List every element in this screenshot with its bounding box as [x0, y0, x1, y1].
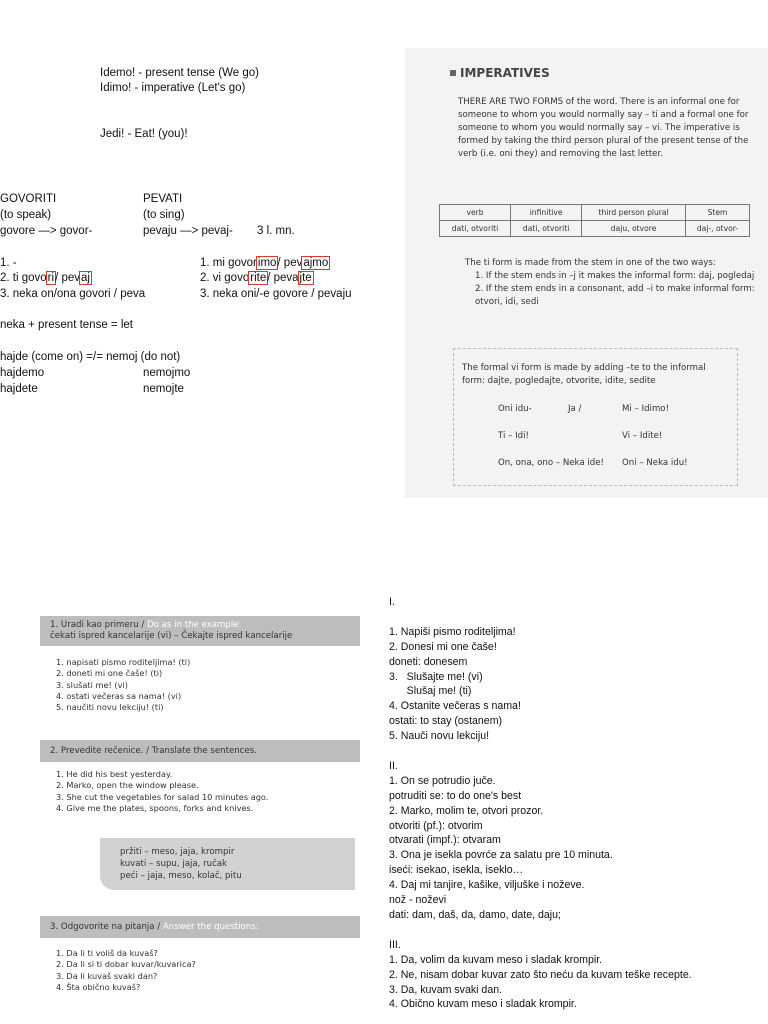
answer-line: 4. Ostanite večeras s nama!: [389, 700, 521, 713]
table-row: [440, 221, 750, 237]
answer-line: 3. Ona je isekla povrće za salatu pre 10 minuta.: [389, 849, 613, 862]
answer-line: dati: dam, daš, da, damo, date, daju;: [389, 909, 561, 921]
table-header: verb: [440, 205, 511, 221]
answer-line: 4. Daj mi tanjire, kašike, viljuške i noževe.: [389, 879, 585, 892]
table-cell: dati, otvoriti: [511, 221, 582, 237]
list-item: 1. He did his best yesterday.: [56, 769, 173, 779]
example-ti-idi: Ti – Idi!: [498, 431, 529, 441]
answer-line: iseći: isekao, isekla, iseklo…: [389, 864, 524, 877]
answers-list: [389, 595, 692, 1012]
list-item: 3. She cut the vegetables for salad 10 minutes ago.: [56, 791, 269, 802]
answer-line: 1. Napiši pismo roditeljima!: [389, 625, 516, 638]
table-cell: dati, otvoriti: [440, 221, 511, 237]
answer-line: nož - noževi: [389, 894, 447, 907]
hajdete: hajdete: [0, 383, 38, 395]
answer-line: otvarati (impf.): otvaram: [389, 834, 501, 847]
verb2-stem: pevaju —> pevaj-: [143, 225, 233, 237]
note-idemo: Idemo! - present tense (We go): [100, 67, 259, 79]
book-page-panel: [405, 48, 768, 498]
verb1-translation: (to speak): [0, 209, 52, 221]
nemojte: nemojte: [143, 383, 184, 395]
section-2-header: 2. Prevedite rečenice. / Translate the sentences.: [40, 740, 360, 762]
list-item: 1. napisati pismo roditeljima! (ti): [56, 657, 191, 667]
vocab-item: pržiti – meso, jaja, krompir: [120, 847, 235, 857]
verb1-head: GOVORITI: [0, 193, 57, 205]
square-bullet-icon: [450, 70, 456, 76]
hajde-line: hajde (come on) =/= nemoj (do not): [0, 351, 181, 363]
list-item: 4. Šta obično kuvaš?: [56, 981, 141, 992]
table-header: infinitive: [511, 205, 582, 221]
hajdemo: hajdemo: [0, 367, 45, 379]
rule-1: 1. If the stem ends in –j it makes the informal form: daj, pogledaj: [475, 271, 755, 281]
answer-line: II.: [389, 759, 398, 772]
note-jedi: Jedi! - Eat! (you)!: [100, 128, 188, 140]
imperatives-heading: IMPERATIVES: [450, 67, 550, 80]
conj-right-2: 2. vi govorite/ pevajte: [200, 272, 312, 284]
table-header-row: [440, 205, 750, 221]
formal-text: The formal vi form is made by adding –te to the informal form: dajte, pogledajte, otvorite, idite, sedite: [462, 363, 706, 386]
answer-line: 2. Donesi mi one čaše!: [389, 640, 497, 653]
conj-left-3: 3. neka on/ona govori / peva: [0, 288, 146, 300]
answer-spacer: [389, 610, 692, 625]
list-item: 4. Give me the plates, spoons, forks and knives.: [56, 802, 254, 813]
ti-form-rules: [465, 257, 755, 309]
example-on-ona-ono: On, ona, ono – Neka ide!: [498, 458, 604, 468]
list-item: 2. doneti mi one čaše! (ti): [56, 668, 163, 679]
answer-line: 2. Ne, nisam dobar kuvar zato što neću da kuvam teške recepte.: [389, 968, 692, 981]
answer-line: doneti: donesem: [389, 655, 468, 668]
exercises-panel: [0, 530, 375, 1024]
intro-text: THERE ARE TWO FORMS of the word. There is an informal one for someone to whom you would normally say – ti and a formal one for someone to whom you would normally say – vi. The imperative is formed by taking the third person plural of the present tense of the verb (i.e. oni they) and removing the last letter.: [458, 97, 749, 159]
example-oni-neka-idu: Oni – Neka idu!: [622, 458, 688, 468]
answer-line: III.: [389, 938, 401, 951]
example-oni-idu: Oni idu-: [498, 404, 532, 414]
formal-form-box: [453, 348, 738, 486]
list-item: 1. Da li ti voliš da kuvaš?: [56, 948, 158, 958]
verb2-note: 3 l. mn.: [257, 225, 295, 237]
answer-line: 1. On se potrudio juče.: [389, 774, 496, 787]
answer-line: 2. Marko, molim te, otvori prozor.: [389, 804, 544, 817]
note-idimo: Idimo! - imperative (Let's go): [100, 82, 246, 94]
answer-line: otvoriti (pf.): otvorim: [389, 819, 483, 832]
verb2-translation: (to sing): [143, 209, 185, 221]
conj-left-1: 1. -: [0, 257, 17, 269]
verb1-stem: govore —> govor-: [0, 225, 93, 237]
conj-right-1: 1. mi govorimo/ pevajmo: [200, 257, 329, 269]
section-2-list: [56, 769, 356, 814]
section-3-header: 3. Odgovorite na pitanja / Answer the questions:: [40, 916, 360, 938]
answer-line: ostati: to stay (ostanem): [389, 715, 503, 728]
vocab-item: kuvati – supu, jaja, ručak: [120, 859, 228, 869]
answer-line: Slušaj me! (ti): [389, 685, 472, 698]
table-header: Stem: [686, 205, 750, 221]
list-item: 4. ostati večeras sa nama! (vi): [56, 690, 182, 701]
conj-left-2: 2. ti govori/ pevaj: [0, 272, 90, 284]
answer-spacer: [389, 744, 692, 759]
section-1-example: čekati ispred kancelarije (vi) – Čekajte ispred kancelarije: [50, 631, 293, 641]
section-1-header: 1. Uradi kao primeru / Do as in the example: čekati ispred kancelarije (vi) – Čekajte ispred kancelarije: [40, 616, 360, 646]
verb2-head: PEVATI: [143, 193, 183, 205]
example-ja: Ja /: [568, 404, 582, 414]
neka-rule: neka + present tense = let: [0, 319, 133, 331]
list-item: 2. Marko, open the window please.: [56, 780, 199, 791]
answer-line: 1. Da, volim da kuvam meso i sladak krompir.: [389, 953, 603, 966]
table-header: third person plural: [582, 205, 686, 221]
table-cell: daju, otvore: [582, 221, 686, 237]
answer-line: 5. Nauči novu lekciju!: [389, 730, 490, 743]
nemojmo: nemojmo: [143, 367, 191, 379]
answer-line: I.: [389, 596, 395, 608]
example-vi-idite: Vi – Idite!: [622, 431, 663, 441]
answer-line: 4. Obično kuvam meso i sladak krompir.: [389, 998, 577, 1011]
conj-right-3: 3. neka oni/-e govore / pevaju: [200, 288, 352, 300]
answer-line: 3. Slušajte me! (vi): [389, 670, 483, 683]
ti-form-text: The ti form is made from the stem in one of the two ways:: [465, 258, 716, 268]
answer-line: potruditi se: to do one's best: [389, 789, 522, 802]
verb-table: [439, 204, 750, 237]
vocabulary-box: [100, 838, 355, 890]
list-item: 3. slušati me! (vi): [56, 679, 128, 690]
example-mi-idimo: Mi – Idimo!: [622, 404, 670, 414]
list-item: 5. naučiti novu lekciju! (ti): [56, 702, 164, 713]
answer-line: 3. Da, kuvam svaki dan.: [389, 983, 503, 996]
section-1-list: [56, 657, 356, 713]
section-3-list: [56, 948, 356, 993]
answer-spacer: [389, 923, 692, 938]
answers-panel: [375, 530, 768, 1024]
table-cell: daj-, otvor-: [686, 221, 750, 237]
rule-2: 2. If the stem ends in a consonant, add –i to make informal form: otvori, idi, sedi: [475, 284, 755, 307]
vocab-item: peći – jaja, meso, kolač, pitu: [120, 871, 242, 881]
list-item: 3. Da li kuvaš svaki dan?: [56, 970, 158, 981]
list-item: 2. Da li si ti dobar kuvar/kuvarica?: [56, 959, 196, 970]
notes-top-panel: [0, 48, 405, 498]
